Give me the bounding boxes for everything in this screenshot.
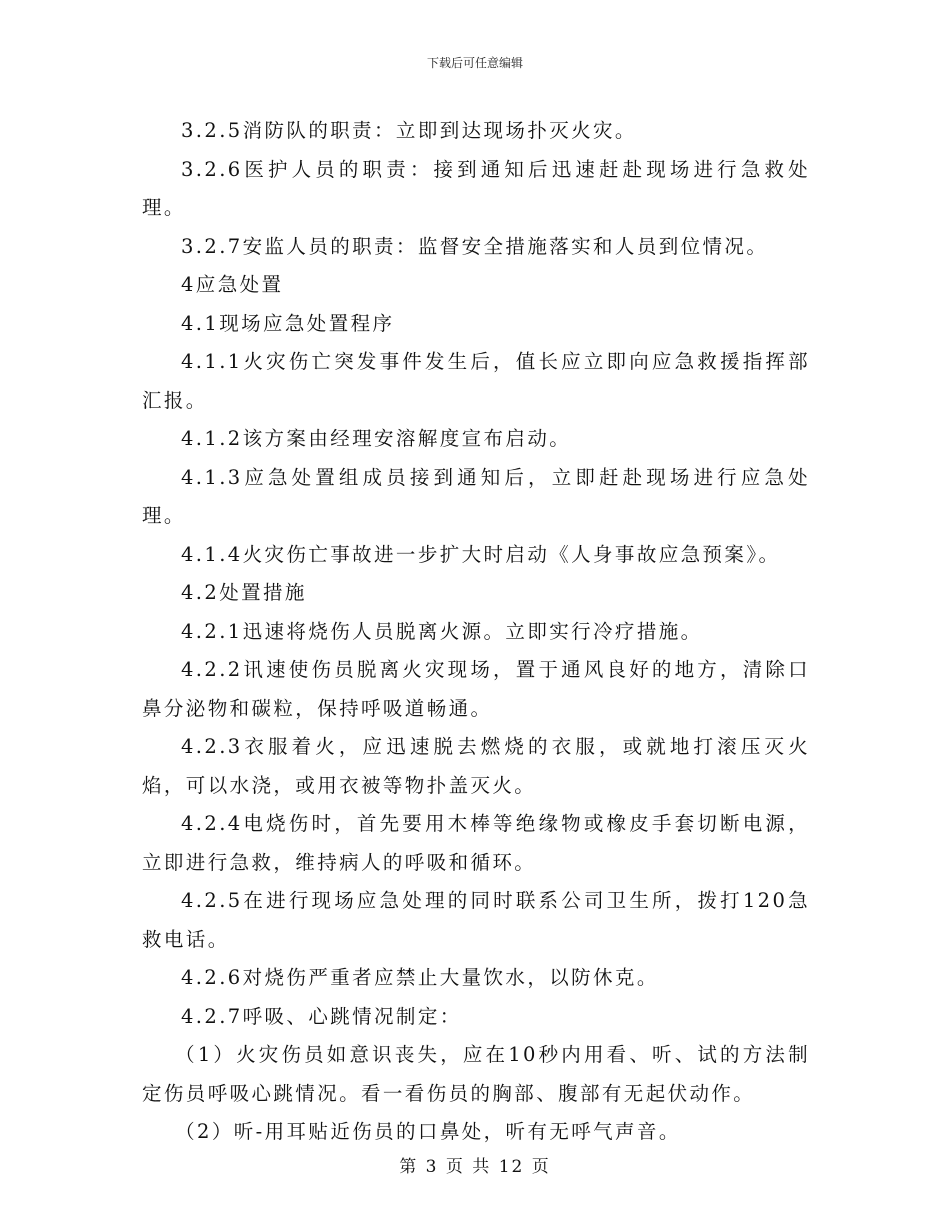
paragraph-4-2-2: 4.2.2讯速使伤员脱离火灾现场，置于通风良好的地方，清除口鼻分泌物和碳粒，保持呼吸道畅通。 xyxy=(142,658,810,720)
paragraph-4-2-1: 4.2.1迅速将烧伤人员脱离火源。立即实行冷疗措施。 xyxy=(181,619,703,643)
paragraph-4-1-1: 4.1.1火灾伤亡突发事件发生后，值长应立即向应急救援指挥部汇报。 xyxy=(142,350,810,412)
paragraph-4-2-5: 4.2.5在进行现场应急处理的同时联系公司卫生所，拨打120急救电话。 xyxy=(142,889,810,951)
paragraph-3-2-5: 3.2.5消防队的职责：立即到达现场扑灭火灾。 xyxy=(181,119,637,142)
paragraph-4-2-7: 4.2.7呼吸、心跳情况制定： xyxy=(181,1004,462,1028)
page-number-footer: 第 3 页 共 12 页 xyxy=(399,1157,551,1177)
paragraph-4-1-4: 4.1.4火灾伤亡事故进一步扩大时启动《人身事故应急预案》。 xyxy=(181,542,781,566)
section-heading-4-2: 4.2处置措施 xyxy=(181,581,307,604)
list-item-1: （1）火灾伤员如意识丧失，应在10秒内用看、听、试的方法制定伤员呼吸心跳情况。看一看伤员的胸部、腹部有无起伏动作。 xyxy=(142,1043,810,1105)
paragraph-3-2-6: 3.2.6医护人员的职责：接到通知后迅速赶赴现场进行急救处理。 xyxy=(142,157,810,219)
document-body xyxy=(142,112,810,1152)
paragraph-3-2-7: 3.2.7安监人员的职责：监督安全措施落实和人员到位情况。 xyxy=(181,234,769,258)
page-header: 下载后可任意编辑 xyxy=(426,56,523,70)
paragraph-4-1-2: 4.1.2该方案由经理安溶解度宣布启动。 xyxy=(181,427,572,450)
list-item-2: （2）听-用耳贴近伤员的口鼻处，听有无呼气声音。 xyxy=(175,1120,681,1143)
paragraph-4-1-3: 4.1.3应急处置组成员接到通知后，立即赶赴现场进行应急处理。 xyxy=(142,465,810,527)
paragraph-4-2-3: 4.2.3衣服着火，应迅速脱去燃烧的衣服，或就地打滚压灭火焰，可以水浇，或用衣被等物扑盖灭火。 xyxy=(142,735,810,797)
section-heading-4-1: 4.1现场应急处置程序 xyxy=(181,311,395,335)
section-heading-4: 4应急处置 xyxy=(181,273,284,296)
paragraph-4-2-4: 4.2.4电烧伤时，首先要用木棒等绝缘物或橡皮手套切断电源，立即进行急救，维持病人的呼吸和循环。 xyxy=(142,812,810,874)
paragraph-4-2-6: 4.2.6对烧伤严重者应禁止大量饮水，以防休克。 xyxy=(181,966,659,989)
